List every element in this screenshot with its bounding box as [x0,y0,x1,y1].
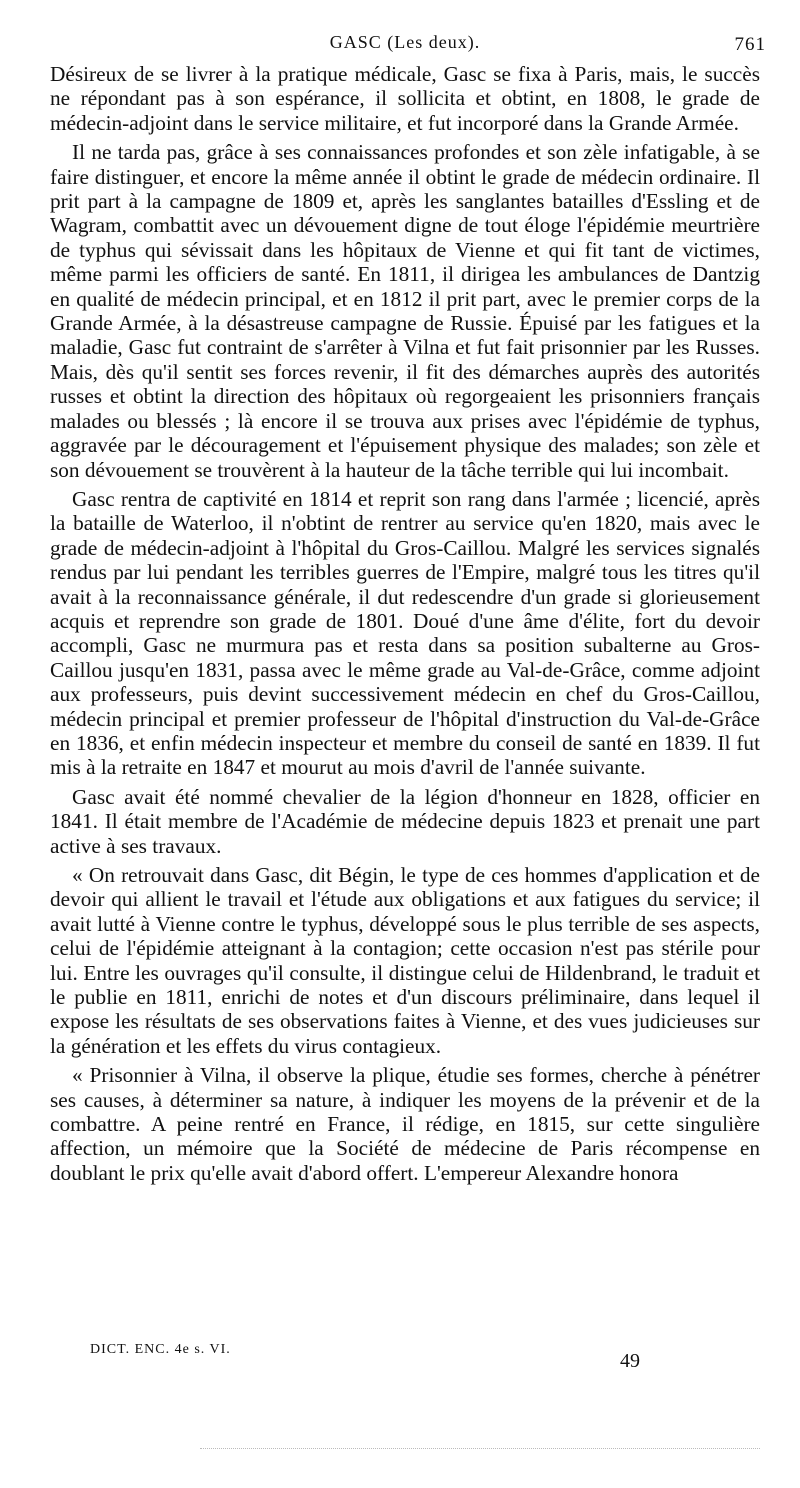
running-head [50,28,766,62]
page-number: 761 [734,34,766,55]
bottom-rule [200,1448,760,1451]
paragraph: « Prisonnier à Vilna, il observe la plique, étudie ses formes, cherche à pénétrer ses causes, à déterminer sa nature, à indiquer les moyens de la prévenir et de la combattre. A peine rentré en France, il rédige, en 1815, sur cette singulière affection, un mémoire que la Société de médecine de Paris récompense en doublant le prix qu'elle avait d'abord offert. L'empereur Alexandre honora [50,1063,760,1185]
paragraph: Il ne tarda pas, grâce à ses connaissances profondes et son zèle infatigable, à se faire distinguer, et encore la même année il obtint le grade de médecin ordinaire. Il prit part à la campagne de 1809 et, après les sanglantes batailles d'Essling et de Wagram, combattit avec un dévouement digne de tout éloge l'épidémie meurtrière de typhus qui sévissait dans les hôpitaux de Vienne et qui fit tant de victimes, même parmi les officiers de santé. En 1811, il dirigea les ambulances de Dantzig en qualité de médecin principal, et en 1812 il prit part, avec le premier corps de la Grande Armée, à la désastreuse campagne de Russie. Épuisé par les fatigues et la maladie, Gasc fut contraint de s'arrêter à Vilna et fut fait prisonnier par les Russes. Mais, dès qu'il sentit ses forces revenir, il fit des démarches auprès des autorités russes et obtint la direction des hôpitaux où regorgeaient les prisonniers français malades ou blessés ; là encore il se trouva aux prises avec l'épidémie de typhus, aggravée par le découragement et l'épuisement physique des malades; son zèle et son dévouement se trouvèrent à la hauteur de la tâche terrible qui lui incombait. [50,140,760,482]
body-text [50,62,760,1185]
running-title: GASC (Les deux). [329,32,481,52]
page-footer [90,1342,690,1372]
paragraph: Gasc rentra de captivité en 1814 et reprit son rang dans l'armée ; licencié, après la bataille de Waterloo, il n'obtint de rentrer au service qu'en 1820, mais avec le grade de médecin-adjoint à l'hôpital du Gros-Caillou. Malgré les services signalés rendus par lui pendant les terribles guerres de l'Empire, malgré tous les titres qu'il avait à la reconnaissance générale, il dut redescendre d'un grade si glorieusement acquis et reprendre son grade de 1801. Doué d'une âme d'élite, fort du devoir accompli, Gasc ne murmura pas et resta dans sa position subalterne au Gros-Caillou jusqu'en 1831, passa avec le même grade au Val-de-Grâce, comme adjoint aux professeurs, puis devint successivement médecin en chef du Gros-Caillou, médecin principal et premier professeur de l'hôpital d'instruction du Val-de-Grâce en 1836, et enfin médecin inspecteur et membre du conseil de santé en 1839. Il fut mis à la retraite en 1847 et mourut au mois d'avril de l'année suivante. [50,486,760,780]
sheet-number: 49 [620,1350,640,1372]
paragraph: « On retrouvait dans Gasc, dit Bégin, le type de ces hommes d'application et de devoir qui allient le travail et l'étude aux obligations et aux fatigues du service; il avait lutté à Vienne contre le typhus, développé sous le plus terrible de ses aspects, celui de l'épidémie atteignant à la contagion; cette occasion n'est pas stérile pour lui. Entre les ouvrages qu'il consulte, il distingue celui de Hildenbrand, le traduit et le publie en 1811, enrichi de notes et d'un discours préliminaire, dans lequel il expose les résultats de ses observations faites à Vienne, et des vues judicieuses sur la génération et les effets du virus contagieux. [50,863,760,1058]
paragraph: Désireux de se livrer à la pratique médicale, Gasc se fixa à Paris, mais, le succès ne répondant pas à son espérance, il sollicita et obtint, en 1808, le grade de médecin-adjoint dans le service militaire, et fut incorporé dans la Grande Armée. [50,62,760,135]
document-page [50,28,766,1185]
paragraph: Gasc avait été nommé chevalier de la légion d'honneur en 1828, officier en 1841. Il était membre de l'Académie de médecine depuis 1823 et prenait une part active à ses travaux. [50,784,760,858]
signature-mark: DICT. ENC. 4e s. VI. [90,1342,231,1357]
